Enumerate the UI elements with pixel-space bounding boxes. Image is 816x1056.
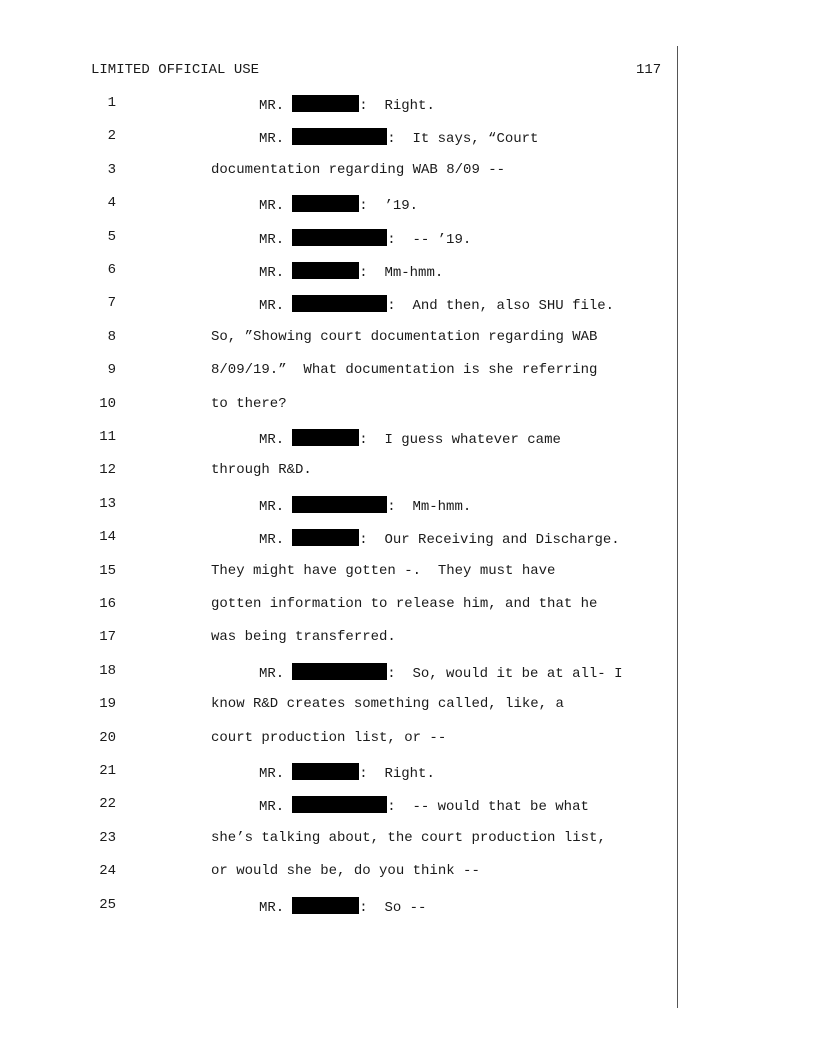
redaction-box <box>292 195 359 212</box>
line-number: 11 <box>99 429 116 445</box>
speaker-utterance: MR. : ’19. <box>259 195 418 214</box>
speaker-utterance: MR. : Mm-hmm. <box>259 262 443 281</box>
line-number: 13 <box>99 495 116 512</box>
line-number: 25 <box>99 896 116 913</box>
transcript-line <box>0 730 680 750</box>
continuation-text: was being transferred. <box>211 629 396 646</box>
line-number: 18 <box>99 662 116 679</box>
speaker-utterance: MR. : It says, “Court <box>259 128 538 147</box>
line-number: 7 <box>107 295 116 312</box>
transcript-line <box>0 629 680 649</box>
line-number: 19 <box>99 696 116 713</box>
utterance-text: Mm-hmm. <box>384 265 444 281</box>
redaction-box <box>292 663 387 680</box>
transcript-line <box>0 830 680 850</box>
page-number: 117 <box>636 62 662 78</box>
line-number: 21 <box>99 763 116 779</box>
utterance-text: -- would that be what <box>412 799 589 816</box>
line-number: 9 <box>107 362 116 379</box>
line-number: 5 <box>107 228 116 245</box>
continuation-text: They might have gotten -. They must have <box>211 562 556 579</box>
continuation-text: to there? <box>211 395 287 412</box>
transcript-line <box>0 796 680 816</box>
line-number: 12 <box>99 462 116 479</box>
line-number: 24 <box>99 863 116 880</box>
speaker-utterance: MR. : Right. <box>259 763 435 782</box>
utterance-text: I guess whatever came <box>384 432 561 448</box>
speaker-utterance: MR. : So -- <box>259 897 426 916</box>
speaker-prefix: MR. <box>259 131 285 148</box>
transcript-line <box>0 396 680 416</box>
transcript-line <box>0 496 680 516</box>
transcript-line <box>0 362 680 382</box>
transcript-line <box>0 897 680 917</box>
transcript-line <box>0 462 680 482</box>
speaker-prefix: MR. <box>259 766 285 782</box>
transcript-line <box>0 596 680 616</box>
continuation-text: she’s talking about, the court production list, <box>211 829 606 846</box>
speaker-utterance: MR. : So, would it be at all- I <box>259 663 622 682</box>
continuation-text: documentation regarding WAB 8/09 -- <box>211 161 506 178</box>
line-number: 6 <box>107 262 116 278</box>
line-number: 2 <box>107 128 116 145</box>
line-number: 22 <box>99 796 116 813</box>
line-number: 15 <box>99 562 116 579</box>
transcript-line <box>0 763 680 783</box>
transcript-line <box>0 195 680 215</box>
classification-header: LIMITED OFFICIAL USE <box>91 62 260 78</box>
redaction-box <box>292 128 387 145</box>
speaker-prefix: MR. <box>259 265 285 281</box>
continuation-text: court production list, or -- <box>211 729 447 746</box>
transcript-line <box>0 229 680 249</box>
transcript-line <box>0 128 680 148</box>
transcript-line <box>0 863 680 883</box>
line-number: 14 <box>99 529 116 546</box>
utterance-text: So -- <box>384 899 427 916</box>
speaker-utterance: MR. : I guess whatever came <box>259 429 561 448</box>
speaker-prefix: MR. <box>259 665 285 682</box>
line-number: 10 <box>99 395 116 412</box>
utterance-text: Our Receiving and Discharge. <box>384 532 620 549</box>
speaker-utterance: MR. : And then, also SHU file. <box>259 295 614 314</box>
line-number: 23 <box>99 829 116 846</box>
speaker-prefix: MR. <box>259 799 285 816</box>
transcript-line <box>0 563 680 583</box>
speaker-utterance: MR. : Our Receiving and Discharge. <box>259 529 620 548</box>
line-number: 16 <box>99 596 116 612</box>
transcript-line <box>0 329 680 349</box>
speaker-utterance: MR. : -- would that be what <box>259 796 589 815</box>
line-number: 17 <box>99 629 116 646</box>
line-number: 3 <box>107 161 116 178</box>
transcript-line <box>0 295 680 315</box>
speaker-prefix: MR. <box>259 231 285 248</box>
speaker-utterance: MR. : -- ’19. <box>259 229 471 248</box>
speaker-utterance: MR. : Mm-hmm. <box>259 496 471 515</box>
speaker-prefix: MR. <box>259 198 285 215</box>
redaction-box <box>292 529 359 546</box>
redaction-box <box>292 262 359 279</box>
transcript-line <box>0 663 680 683</box>
utterance-text: ’19. <box>384 198 419 215</box>
transcript-line <box>0 696 680 716</box>
utterance-text: Right. <box>384 98 435 114</box>
utterance-text: Mm-hmm. <box>412 498 472 515</box>
speaker-prefix: MR. <box>259 432 285 448</box>
line-number: 4 <box>107 195 116 212</box>
speaker-prefix: MR. <box>259 498 285 515</box>
transcript-line <box>0 529 680 549</box>
speaker-prefix: MR. <box>259 298 285 315</box>
speaker-prefix: MR. <box>259 98 285 114</box>
continuation-text: 8/09/19.” What documentation is she referring <box>211 362 598 379</box>
utterance-text: So, would it be at all- I <box>412 665 623 682</box>
transcript-line <box>0 429 680 449</box>
redaction-box <box>292 229 387 246</box>
utterance-text: -- ’19. <box>412 231 472 248</box>
speaker-prefix: MR. <box>259 899 285 916</box>
continuation-text: gotten information to release him, and that he <box>211 596 598 612</box>
continuation-text: So, ”Showing court documentation regarding WAB <box>211 328 598 345</box>
transcript-line <box>0 95 680 115</box>
continuation-text: through R&D. <box>211 462 312 479</box>
speaker-utterance: MR. : Right. <box>259 95 435 114</box>
continuation-text: know R&D creates something called, like, a <box>211 696 564 713</box>
line-number: 1 <box>107 95 116 111</box>
redaction-box <box>292 429 359 446</box>
redaction-box <box>292 496 387 513</box>
utterance-text: And then, also SHU file. <box>412 298 615 315</box>
line-number: 8 <box>107 328 116 345</box>
transcript-line <box>0 262 680 282</box>
utterance-text: It says, “Court <box>412 131 539 148</box>
transcript-line <box>0 162 680 182</box>
redaction-box <box>292 95 359 112</box>
utterance-text: Right. <box>384 766 435 782</box>
redaction-box <box>292 796 387 813</box>
redaction-box <box>292 295 387 312</box>
redaction-box <box>292 897 359 914</box>
continuation-text: or would she be, do you think -- <box>211 863 480 880</box>
redaction-box <box>292 763 359 780</box>
speaker-prefix: MR. <box>259 532 285 549</box>
line-number: 20 <box>99 729 116 746</box>
